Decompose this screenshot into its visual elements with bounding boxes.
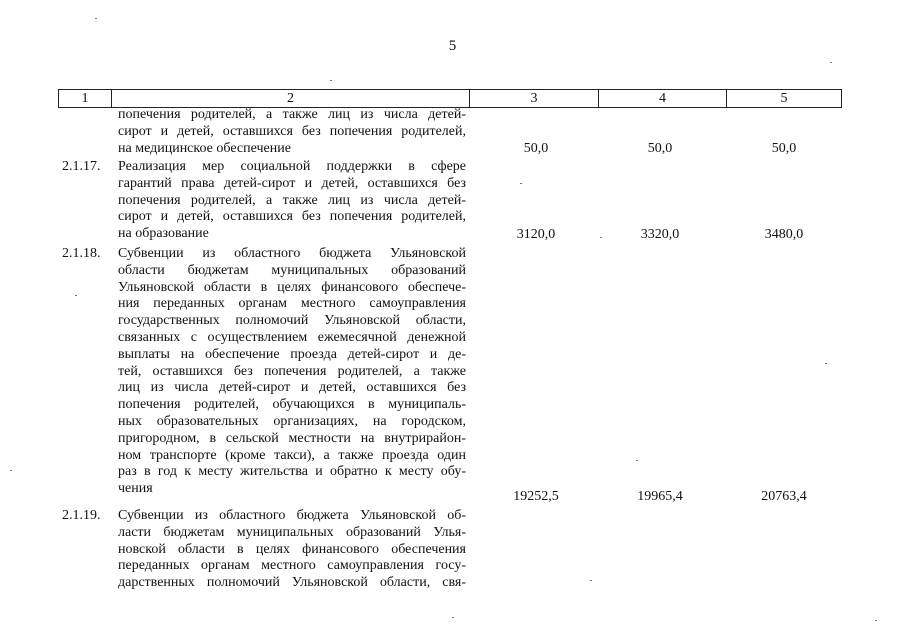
description-line: Реализация мер социальной поддержки в сфере (118, 159, 466, 174)
row-description (118, 159, 466, 243)
description-line: попечения родителей, обучающихся в муниципаль- (118, 397, 466, 413)
description-line: попечения родителей, а также лиц из числа детей- (118, 192, 466, 208)
header-col-4: 4 (599, 90, 727, 108)
description-line: связанных с осуществлением ежемесячной денежной (118, 329, 466, 345)
description-line: сирот и детей, оставшихся без попечения родителей, (118, 209, 466, 225)
description-line: гарантий права детей-сирот и детей, оставшихся без (118, 175, 466, 191)
description-line: области бюджетам муниципальных образований (118, 262, 466, 278)
row-description (118, 107, 466, 157)
row-number: 2.1.17. (62, 159, 101, 174)
description-line: пригородном, в сельской местности на внутрирайон- (118, 430, 466, 446)
table-header (58, 89, 842, 108)
description-line: Субвенции из областного бюджета Ульяновской об- (118, 508, 466, 523)
description-line: ном транспорте (кроме такси), а также проезда один (118, 447, 466, 463)
description-line: ласти бюджетам муниципальных образований Улья- (118, 524, 466, 540)
page-number: 5 (448, 38, 457, 54)
scan-speck (452, 617, 454, 618)
scan-speck (825, 363, 827, 364)
scan-speck (590, 580, 592, 581)
row-description (118, 246, 466, 498)
description-line: выплаты на обеспечение проезда детей-сирот и де- (118, 346, 466, 362)
description-line: новской области в целях финансового обеспечения (118, 541, 466, 557)
scan-speck (95, 18, 97, 19)
value-col-4: 3320,0 (640, 227, 680, 242)
value-col-4: 19965,4 (637, 489, 683, 504)
description-line: на образование (118, 226, 209, 242)
table-header-row (59, 90, 842, 108)
scan-speck (830, 62, 832, 63)
description-line: раз в год к месту жительства и обратно к месту обу- (118, 464, 466, 480)
description-line: дарственных полномочий Ульяновской области, свя- (118, 575, 466, 591)
scan-speck (520, 183, 522, 184)
value-col-5: 50,0 (771, 141, 797, 156)
row-number: 2.1.19. (62, 508, 101, 523)
header-col-3: 3 (470, 90, 599, 108)
scan-speck (600, 237, 602, 238)
description-line: на медицинское обеспечение (118, 140, 291, 156)
value-col-3: 3120,0 (516, 227, 556, 242)
value-col-4: 50,0 (647, 141, 673, 156)
description-line: чения (118, 481, 153, 497)
scan-speck (75, 295, 77, 296)
row-description (118, 508, 466, 592)
description-line: попечения родителей, а также лиц из числа детей- (118, 107, 466, 122)
header-col-5: 5 (727, 90, 842, 108)
value-col-5: 3480,0 (764, 227, 804, 242)
description-line: Ульяновской области в целях финансового обеспече- (118, 279, 466, 295)
scan-speck (10, 470, 12, 471)
description-line: государственных полномочий Ульяновской области, (118, 313, 466, 329)
description-line: сирот и детей, оставшихся без попечения родителей, (118, 123, 466, 139)
header-col-1: 1 (59, 90, 112, 108)
value-col-3: 50,0 (523, 141, 549, 156)
scan-speck (330, 80, 332, 81)
description-line: ных образовательных организациях, на городском, (118, 413, 466, 429)
value-col-5: 20763,4 (761, 489, 807, 504)
value-col-3: 19252,5 (513, 489, 559, 504)
description-line: ния переданных органам местного самоуправления (118, 296, 466, 312)
scan-speck (636, 460, 638, 461)
description-line: тей, оставшихся без попечения родителей, а также (118, 363, 466, 379)
description-line: переданных органам местного самоуправления госу- (118, 558, 466, 574)
header-col-2: 2 (112, 90, 470, 108)
description-line: лиц из числа детей-сирот и детей, оставшихся без (118, 380, 466, 396)
scan-speck (875, 620, 877, 621)
description-line: Субвенции из областного бюджета Ульяновской (118, 246, 466, 261)
row-number: 2.1.18. (62, 246, 101, 261)
